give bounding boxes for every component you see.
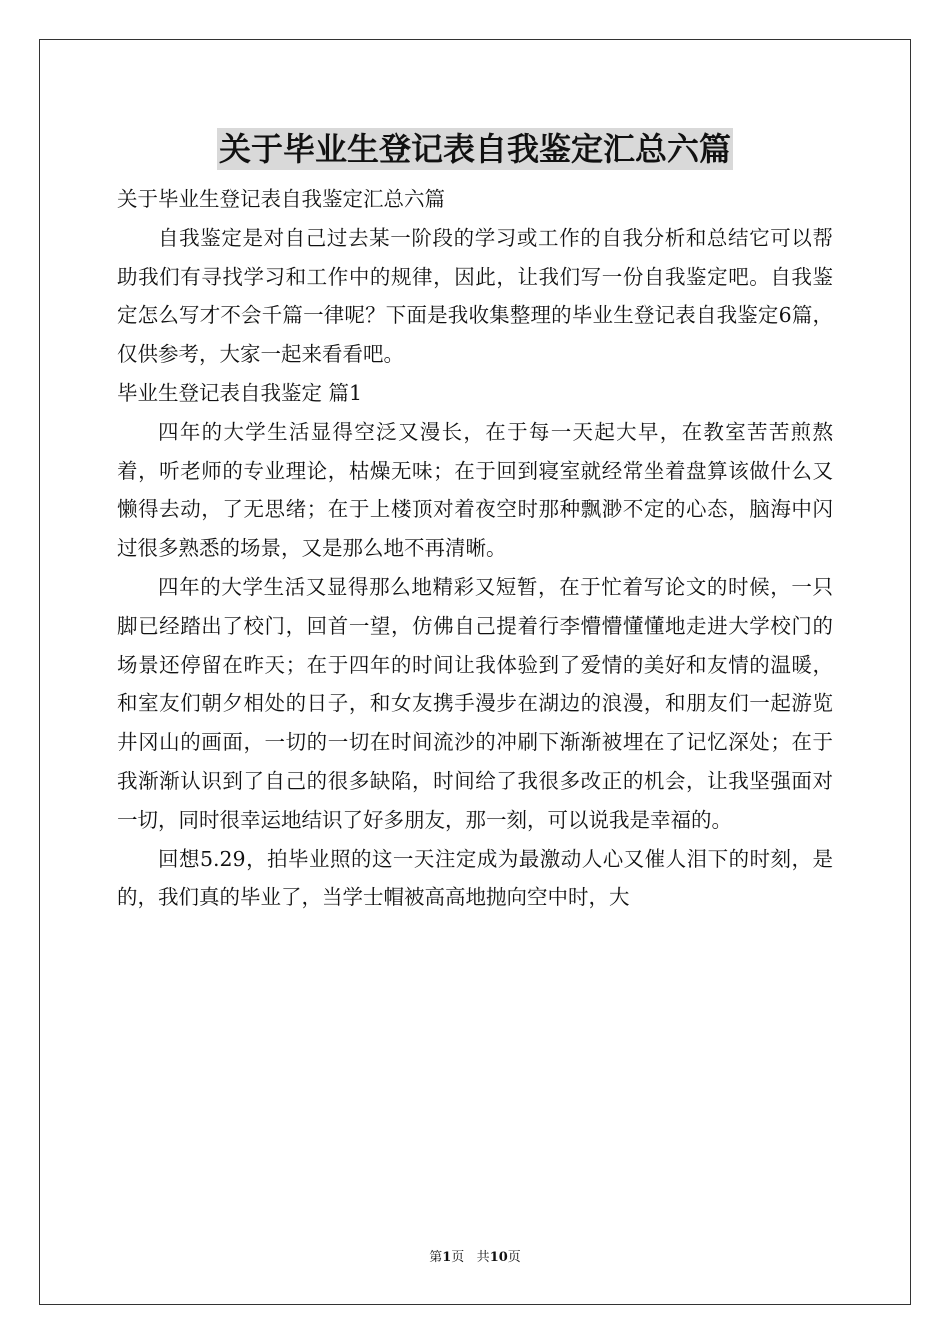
paragraph-body: 四年的大学生活又显得那么地精彩又短暂，在于忙着写论文的时候，一只脚已经踏出了校门，回首一望，仿佛自己提着行李懵懵懂懂地走进大学校门的场景还停留在昨天；在于四年的时间让我体验到了爱情的美好和友情的温暖，和室友们朝夕相处的日子，和女友携手漫步在湖边的浪漫，和朋友们一起游览井冈山的画面，一切的一切在时间流沙的冲刷下渐渐被埋在了记忆深处；在于我渐渐认识到了自己的很多缺陷，时间给了我很多改正的机会，让我坚强面对一切，同时很幸运地结识了好多朋友，那一刻，可以说我是幸福的。 xyxy=(117,574,833,832)
paragraph-body: 回想5.29，拍毕业照的这一天注定成为最激动人心又催人泪下的时刻，是的，我们真的毕业了，当学士帽被高高地抛向空中时，大 xyxy=(117,846,833,910)
page-number: 1 xyxy=(442,1250,452,1265)
page-footer xyxy=(0,1246,950,1265)
paragraph-intro: 自我鉴定是对自己过去某一阶段的学习或工作的自我分析和总结它可以帮助我们有寻找学习和工作中的规律，因此，让我们写一份自我鉴定吧。自我鉴定怎么写才不会千篇一律呢？下面是我收集整理的毕业生登记表自我鉴定6篇，仅供参考，大家一起来看看吧。 xyxy=(117,225,833,367)
total-suffix: 页 xyxy=(507,1250,521,1265)
document-title: 关于毕业生登记表自我鉴定汇总六篇 xyxy=(218,130,731,168)
page-prefix: 第 xyxy=(429,1250,443,1265)
total-prefix: 共 xyxy=(476,1250,490,1265)
document-body xyxy=(117,180,833,917)
page-suffix: 页 xyxy=(451,1250,465,1265)
title-container xyxy=(0,128,950,170)
paragraph-subtitle: 关于毕业生登记表自我鉴定汇总六篇 xyxy=(117,187,445,211)
total-pages: 10 xyxy=(489,1250,508,1265)
section-heading: 毕业生登记表自我鉴定 篇1 xyxy=(117,380,363,405)
paragraph-body: 四年的大学生活显得空泛又漫长，在于每一天起大早，在教室苦苦煎熬着，听老师的专业理论，枯燥无味；在于回到寝室就经常坐着盘算该做什么又懒得去动，了无思绪；在于上楼顶对着夜空时那种飘渺不定的心态，脑海中闪过很多熟悉的场景，又是那么地不再清晰。 xyxy=(117,419,833,561)
